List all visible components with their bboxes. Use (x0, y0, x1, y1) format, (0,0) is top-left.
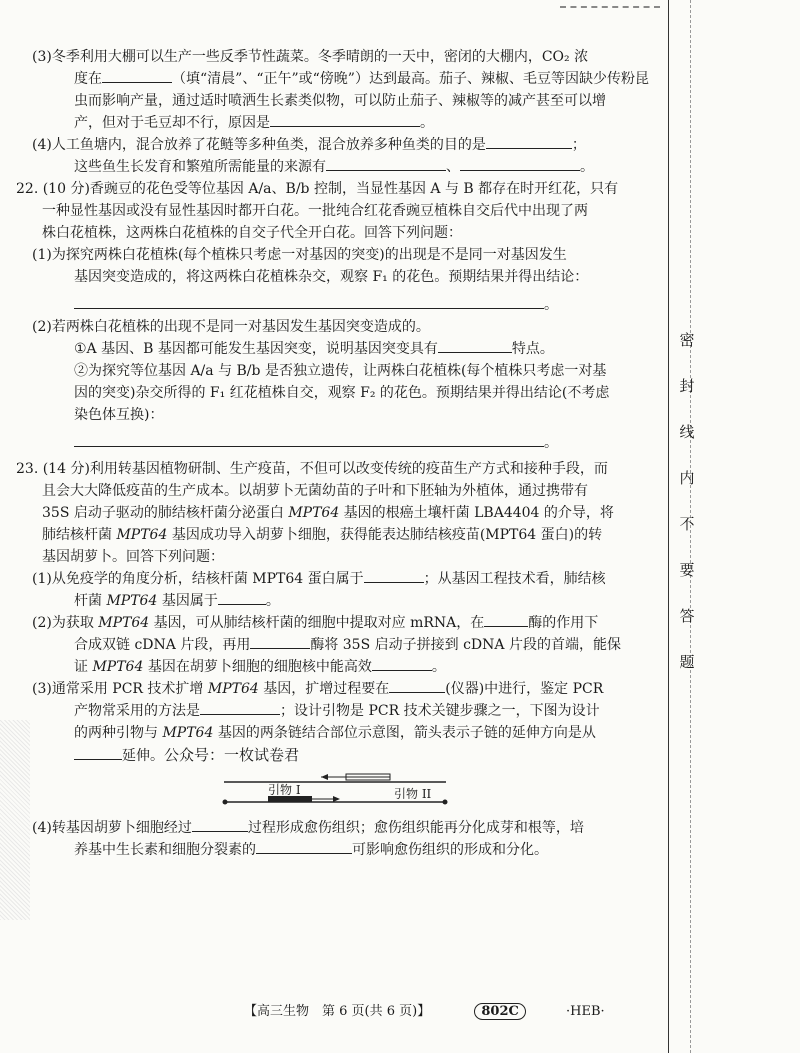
q23 (16, 458, 656, 861)
answer-blank[interactable] (192, 817, 248, 832)
answer-blank[interactable] (389, 678, 445, 693)
text-line: 一种显性基因或没有显性基因时都开白花。一批纯合红花香豌豆植株自交后代中出现了两 (42, 203, 588, 219)
seal-notice (676, 330, 698, 698)
text-line: (1)从免疫学的角度分析，结核杆菌 MPT64 蛋白属于 ；从基因工程技术看，肺结核 (16, 568, 656, 590)
text-line: 证 MPT64 基因在胡萝卜细胞的细胞核中能高效 。 (16, 656, 656, 678)
answer-line[interactable] (74, 432, 544, 447)
text-line: ②为探究等位基因 A/a 与 B/b 是否独立遗传，让两株白花植株(每个植株只考虑一对基 (74, 363, 607, 379)
watermark: 公众号：一枚试卷君 (164, 746, 300, 764)
text-line: 虫而影响产量，通过适时喷洒生长素类似物，可以防止茄子、辣椒等的减产甚至可以增 (74, 93, 606, 109)
text-line: 合成双链 cDNA 片段，再用 酶将 35S 启动子拼接到 cDNA 片段的首端，能保 (16, 634, 656, 656)
text-line: 基因胡萝卜。回答下列问题： (42, 549, 224, 565)
top-dashed-mark (560, 6, 660, 8)
answer-blank[interactable] (326, 156, 446, 171)
question-content (16, 46, 656, 861)
answer-blank[interactable] (74, 745, 122, 760)
text-line: 产，但对于毛豆却不行，原因是 。 (16, 112, 656, 134)
text-line: 产物常采用的方法是 ；设计引物是 PCR 技术关键步骤之一，下图为设计 (16, 700, 656, 722)
exam-code: 802C (474, 1003, 525, 1020)
text-line: (3)通常采用 PCR 技术扩增 MPT64 基因，扩增过程要在 (仪器)中进行，鉴定 PCR (16, 678, 656, 700)
footer-tag: ·HEB· (565, 1004, 605, 1019)
text-line: 延伸。公众号：一枚试卷君 (16, 744, 656, 767)
text-line: 养基中生长素和细胞分裂素的 可影响愈伤组织的形成和分化。 (16, 839, 656, 861)
seal-char: 内 (679, 469, 695, 487)
primer-diagram-svg (16, 769, 656, 813)
seal-char: 要 (679, 561, 695, 579)
text-line: (4)转基因胡萝卜细胞经过 过程形成愈伤组织；愈伤组织能再分化成芽和根等，培 (16, 817, 656, 839)
answer-blank[interactable] (372, 656, 432, 671)
text-line: 22. (10 分)香豌豆的花色受等位基因 A/a、B/b 控制，当显性基因 A 与 B 都存在时开红花，只有 (16, 181, 619, 197)
footer-label: 【高三生物 第 6 页(共 6 页)】 (244, 1004, 431, 1019)
q21-part3 (16, 46, 656, 134)
text-line: 且会大大降低疫苗的生产成本。以胡萝卜无菌幼苗的子叶和下胚轴为外植体，通过携带有 (42, 483, 588, 499)
text-line: 染色体互换)： (74, 407, 164, 423)
answer-line[interactable] (74, 294, 544, 309)
text-line: 23. (14 分)利用转基因植物研制、生产疫苗，不但可以改变传统的疫苗生产方式和接种手段，而 (16, 461, 608, 477)
text-line: (3)冬季利用大棚可以生产一些反季节性蔬菜。冬季晴朗的一天中，密闭的大棚内，CO₂ 浓 (32, 49, 589, 65)
text-line: 。 (16, 432, 656, 454)
text-line: 株白花植株，这两株白花植株的自交子代全开白花。回答下列问题： (42, 225, 462, 241)
text-line: 杆菌 MPT64 基因属于 。 (16, 590, 656, 612)
text-line: (4)人工鱼塘内，混合放养了花鲢等多种鱼类，混合放养多种鱼类的目的是 ； (16, 134, 656, 156)
answer-blank[interactable] (486, 134, 572, 149)
primer-diagram (16, 769, 656, 813)
text-line: (2)为获取 MPT64 基因，可从肺结核杆菌的细胞中提取对应 mRNA，在 酶的作用下 (16, 612, 656, 634)
seal-char: 答 (679, 607, 695, 625)
seal-line (668, 0, 669, 1053)
text-line: ①A 基因、B 基因都可能发生基因突变，说明基因突变具有 特点。 (16, 338, 656, 360)
text-line: 的两种引物与 MPT64 基因的两条链结合部位示意图，箭头表示子链的延伸方向是从 (74, 725, 596, 741)
text-line: (2)若两株白花植株的出现不是同一对基因发生基因突变造成的。 (32, 319, 430, 335)
answer-blank[interactable] (256, 839, 352, 854)
q21-part4 (16, 134, 656, 178)
answer-blank[interactable] (270, 112, 420, 127)
answer-blank[interactable] (102, 68, 172, 83)
answer-blank[interactable] (438, 338, 512, 353)
page-footer (244, 1000, 664, 1020)
primer1-label: 引物 I (268, 783, 301, 797)
answer-blank[interactable] (364, 568, 424, 583)
seal-char: 密 (679, 331, 695, 349)
answer-blank[interactable] (218, 590, 266, 605)
text-line: 。 (16, 294, 656, 316)
answer-blank[interactable] (484, 612, 528, 627)
text-line: 度在 （填“清晨”、“正午”或“傍晚”）达到最高。茄子、辣椒、毛豆等因缺少传粉昆 (16, 68, 656, 90)
text-line: 因的突变)杂交所得的 F₁ 红花植株自交，观察 F₂ 的花色。预期结果并得出结论(不考虑 (74, 385, 610, 401)
seal-char: 线 (679, 423, 695, 441)
text-line: 肺结核杆菌 MPT64 基因成功导入胡萝卜细胞，获得能表达肺结核疫苗(MPT64 蛋白)的转 (42, 527, 603, 543)
seal-char: 题 (679, 653, 695, 671)
primer2-arrowhead (321, 774, 328, 780)
q22 (16, 178, 656, 454)
strand-end-dot (443, 800, 448, 805)
text-line: 35S 启动子驱动的肺结核杆菌分泌蛋白 MPT64 基因的根癌土壤杆菌 LBA4404 的介导，将 (42, 505, 614, 521)
primer2-label: 引物 II (394, 787, 432, 801)
strand-end-dot (223, 800, 228, 805)
primer1-arrowhead (333, 796, 340, 802)
answer-blank[interactable] (200, 700, 280, 715)
text-line: (1)为探究两株白花植株(每个植株只考虑一对基因的突变)的出现是不是同一对基因发生 (32, 247, 567, 263)
text-line: 这些鱼生长发育和繁殖所需能量的来源有 、 。 (16, 156, 656, 178)
answer-blank[interactable] (460, 156, 580, 171)
text-line: 基因突变造成的，将这两株白花植株杂交，观察 F₁ 的花色。预期结果并得出结论： (74, 269, 589, 285)
seal-char: 封 (679, 377, 695, 395)
answer-blank[interactable] (250, 634, 310, 649)
seal-char: 不 (679, 515, 695, 533)
